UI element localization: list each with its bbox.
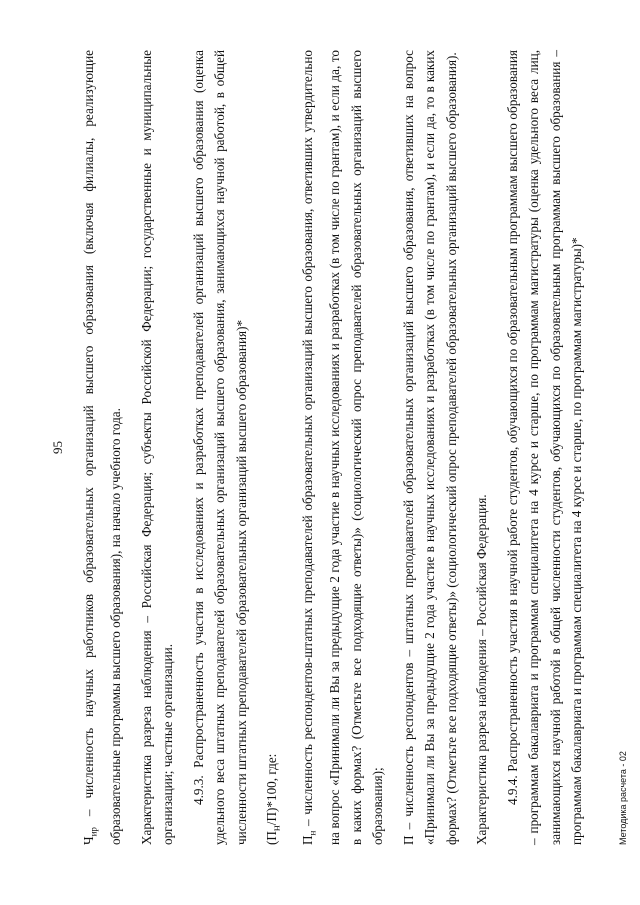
paragraph-observation-breakdown-2: Характеристика разреза наблюдения – Российская Федерация. <box>474 494 490 845</box>
paragraph-text: – численность научных работников образовательных организаций высшего образования (включая филиалы, реализующие образовательные программы высшего образования), на начало учебного года. <box>81 50 124 845</box>
symbol-pn <box>300 830 318 845</box>
paragraph-section-4-9-4: 4.9.4. Распространенность участия в научной работе студентов, обучающихся по образовательным программам высшего образования – программам бакалавриата и программам специалитета на 4 курсе и старше, по программам магистратуры (оценка удельного веса лиц, занимающихся научной работой в общей численности студентов, обучающихся по образовательным программам высшего образования – программам бакалавриата и программам специалитета на 4 курсе и старше, по программам магистратуры)* <box>504 50 585 845</box>
symbol-letter: П <box>300 835 316 845</box>
document-body <box>78 50 597 845</box>
symbol-subscript: н <box>307 830 318 836</box>
symbol-chir <box>81 827 99 845</box>
formula-subscript: н <box>270 825 283 832</box>
paragraph-observation-breakdown-1: Характеристика разреза наблюдения – Российская Федерация; субъекты Российской Федерации; государственные и муниципальные организации; частные организации. <box>138 50 176 845</box>
page-number: 95 <box>50 441 65 454</box>
paragraph-pn-definition <box>297 50 389 845</box>
paragraph-section-4-9-3: 4.9.3. Распространенность участия в исследованиях и разработках преподавателей организаций высшего образования (оценка удельного веса штатных преподавателей образовательных организаций высшего образования, занимающихся научной работой, в общей численности штатных преподавателей образовательных организаций высшего образования)* <box>190 50 249 845</box>
symbol-subscript: ир <box>88 827 99 837</box>
symbol-letter: Ч <box>81 836 96 845</box>
paragraph-chir-definition <box>78 50 127 845</box>
formula-part-2: /П)*100, где: <box>264 753 280 826</box>
formula-part-1: (П <box>264 831 280 845</box>
paragraph-text: – численность респондентов-штатных преподавателей образовательных организаций высшего образования, ответивших утвердительно на вопрос «Принимали ли Вы за предыдущие 2 года участие в научных исследованиях и разработках (в том числе по грантам), и если да, то в каких формах? (Отметьте все подходящие ответы)» (социологический опрос преподавателей образовательных организаций высшего образования); <box>300 50 386 845</box>
document-page <box>50 50 628 845</box>
paragraph-p-definition: П – численность респондентов – штатных преподавателей образовательных организаций высшего образования, ответивших на вопрос «Принимали ли Вы за предыдущие 2 года участие в научных исследованиях и разработках (в том числе по грантам), и если да, то в каких формах? (Отметьте все подходящие ответы)» (социологический опрос преподавателей образовательных организаций высшего образования). <box>400 50 459 845</box>
page-footer: Методика расчета - 02 <box>618 751 628 845</box>
formula-line <box>261 50 288 845</box>
